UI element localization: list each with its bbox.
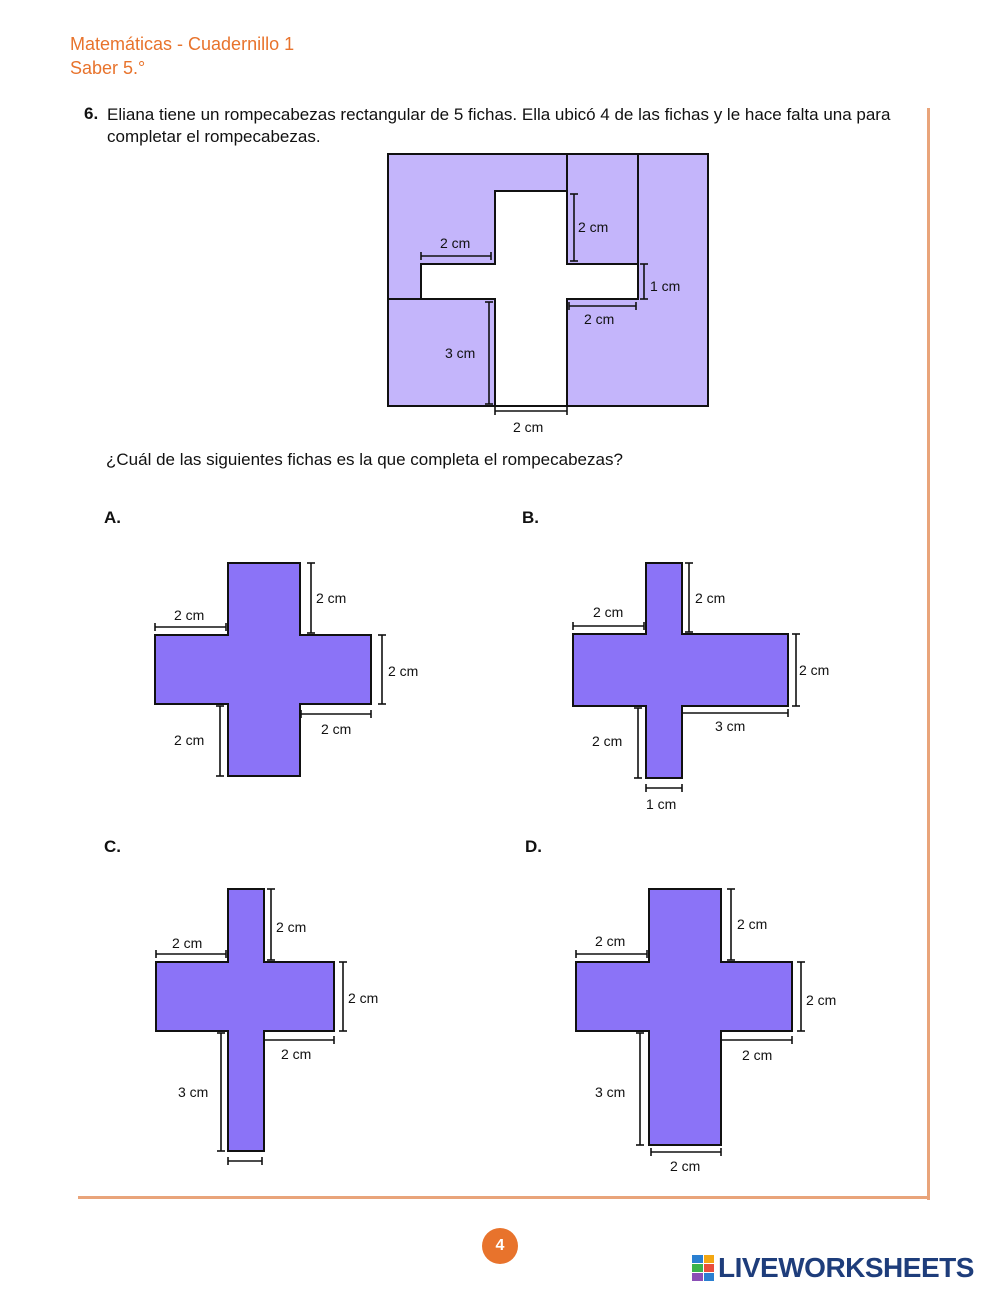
option-c-figure [156,889,347,1165]
puzzle-label-right-width: 2 cm [584,311,615,327]
question-prompt: ¿Cuál de las siguientes fichas es la que completa el rompecabezas? [106,450,623,469]
liveworksheets-wordmark: LIVEWORKSHEETS [718,1252,974,1283]
option-c-letter[interactable]: C. [104,837,121,856]
puzzle-label-bottom-width: 2 cm [513,419,544,435]
option-d-label-bottom: 3 cm [595,1084,626,1100]
option-a-label-bottom: 2 cm [174,732,205,748]
option-c-label-bottom: 3 cm [178,1084,209,1100]
option-a-label-top: 2 cm [316,590,347,606]
option-d-label-bottom-width: 2 cm [670,1158,701,1174]
option-c-label-right: 2 cm [348,990,379,1006]
option-b-label-right-under: 3 cm [715,718,746,734]
header-subject: Matemáticas - Cuadernillo 1 [70,34,295,54]
option-c-label-left: 2 cm [172,935,203,951]
option-d-label-right-under: 2 cm [742,1047,773,1063]
question-text: Eliana tiene un rompecabezas rectangular de 5 fichas. Ella ubicó 4 de las fichas y le hace falta una para completar el rompecabezas. [107,105,891,146]
question-number: 6. [84,104,99,123]
liveworksheets-logo [692,1252,974,1284]
option-d-label-left: 2 cm [595,933,626,949]
option-a-label-right-under: 2 cm [321,721,352,737]
option-a-label-left: 2 cm [174,607,205,623]
option-c-label-top: 2 cm [276,919,307,935]
page-number-badge: 4 [482,1228,518,1264]
option-d-letter[interactable]: D. [525,837,542,856]
puzzle-label-top: 2 cm [578,219,609,235]
option-b-figure [573,563,800,792]
option-b-label-bottom: 2 cm [592,733,623,749]
option-d-label-right: 2 cm [806,992,837,1008]
option-a-label-right: 2 cm [388,663,419,679]
option-b-label-right: 2 cm [799,662,830,678]
header-grade: Saber 5.° [70,58,146,78]
option-a-letter[interactable]: A. [104,508,121,527]
puzzle-label-right-height: 1 cm [650,278,681,294]
puzzle-label-bottom-height: 3 cm [445,345,476,361]
option-b-label-bottom-width: 1 cm [646,796,677,812]
puzzle-label-left: 2 cm [440,235,471,251]
option-b-label-left: 2 cm [593,604,624,620]
option-d-label-top: 2 cm [737,916,768,932]
option-b-label-top: 2 cm [695,590,726,606]
option-d-figure [576,889,805,1156]
option-c-label-right-under: 2 cm [281,1046,312,1062]
liveworksheets-icon [692,1255,714,1281]
option-b-letter[interactable]: B. [522,508,539,527]
